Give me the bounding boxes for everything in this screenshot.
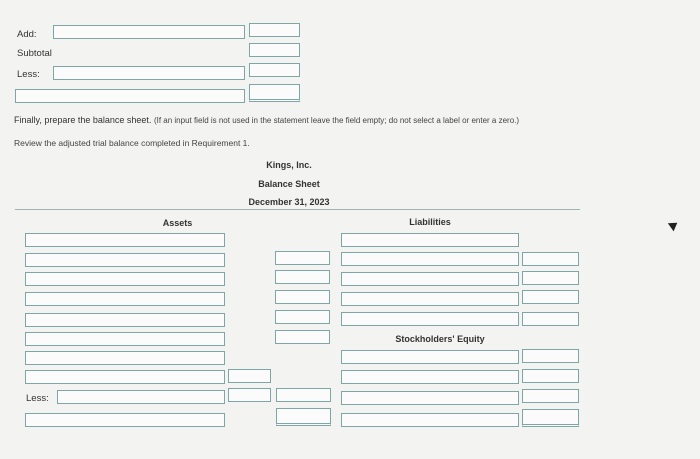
assets-header: Assets (162, 218, 193, 228)
total-liabilities-amount-input[interactable] (522, 312, 579, 326)
assets-less-label: Less: (26, 393, 49, 404)
liability-label-select[interactable] (341, 292, 519, 306)
total-liabilities-equity-label-select[interactable] (341, 413, 519, 427)
asset-label-select[interactable] (25, 332, 225, 346)
total-liabilities-equity-amount-input[interactable] (522, 409, 579, 427)
asset-amount-input[interactable] (275, 251, 330, 265)
review-text: Review the adjusted trial balance completed in Requirement 1. (14, 138, 250, 148)
add-label-select[interactable] (53, 25, 245, 39)
asset-less-label-select[interactable] (57, 390, 225, 404)
subtotal-label: Subtotal (17, 48, 52, 59)
total-amount-input[interactable] (249, 84, 300, 102)
less-label-select[interactable] (53, 66, 245, 80)
liability-amount-input[interactable] (522, 271, 579, 285)
liability-label-select[interactable] (341, 272, 519, 286)
equity-amount-input[interactable] (522, 349, 579, 363)
subtotal-amount-input[interactable] (249, 43, 300, 57)
statement-title: Balance Sheet (258, 179, 320, 189)
equity-amount-input[interactable] (522, 369, 579, 383)
add-amount-input[interactable] (249, 23, 300, 37)
asset-inner-amount-input[interactable] (228, 388, 271, 402)
equity-amount-input[interactable] (522, 389, 579, 403)
equity-label-select[interactable] (341, 391, 519, 405)
asset-label-select[interactable] (25, 370, 225, 384)
equity-label-select[interactable] (341, 370, 519, 384)
liabilities-header: Liabilities (409, 217, 451, 227)
liability-amount-input[interactable] (522, 252, 579, 266)
instructions (14, 115, 519, 125)
total-label-select[interactable] (15, 89, 245, 103)
less-amount-input[interactable] (249, 63, 300, 77)
equity-header: Stockholders' Equity (395, 334, 485, 344)
asset-label-select[interactable] (25, 272, 225, 286)
add-label: Add: (17, 29, 37, 40)
liability-label-select[interactable] (341, 233, 519, 247)
asset-label-select[interactable] (25, 313, 225, 327)
asset-amount-input[interactable] (275, 330, 330, 344)
asset-amount-input[interactable] (276, 388, 331, 402)
instruction-main: Finally, prepare the balance sheet. (14, 115, 152, 125)
equity-label-select[interactable] (341, 350, 519, 364)
total-assets-amount-input[interactable] (276, 408, 331, 426)
asset-label-select[interactable] (25, 233, 225, 247)
heading-divider (15, 209, 580, 210)
asset-inner-amount-input[interactable] (228, 369, 271, 383)
instruction-note: (If an input field is not used in the statement leave the field empty; do not select a label or enter a zero.) (153, 116, 520, 125)
asset-amount-input[interactable] (275, 270, 330, 284)
liability-amount-input[interactable] (522, 290, 579, 304)
asset-amount-input[interactable] (275, 290, 330, 304)
asset-label-select[interactable] (25, 292, 225, 306)
company-name: Kings, Inc. (266, 160, 312, 170)
asset-amount-input[interactable] (275, 310, 330, 324)
liability-label-select[interactable] (341, 312, 519, 326)
asset-label-select[interactable] (25, 253, 225, 267)
mouse-cursor-icon (668, 219, 680, 232)
less-label: Less: (17, 69, 40, 80)
liability-label-select[interactable] (341, 252, 519, 266)
statement-date: December 31, 2023 (248, 197, 330, 207)
total-assets-label-select[interactable] (25, 413, 225, 427)
asset-label-select[interactable] (25, 351, 225, 365)
